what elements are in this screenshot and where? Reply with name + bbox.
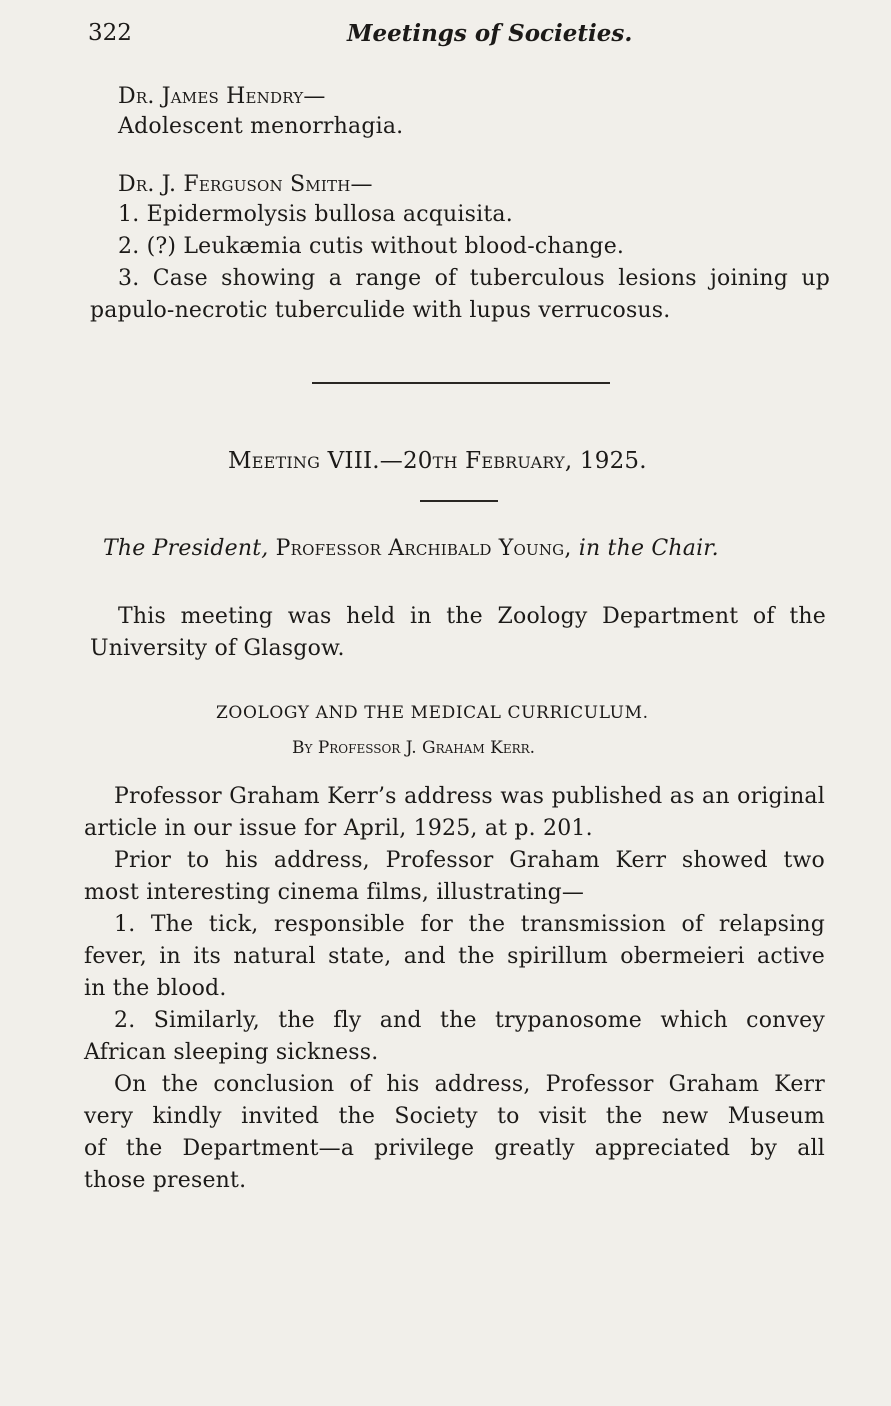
venue-line-1: This meeting was held in the Zoology Department of the: [118, 604, 826, 629]
article-line-4: most interesting cinema films, illustrating—: [84, 880, 585, 905]
page-number: 322: [88, 20, 132, 46]
article-line-11: very kindly invited the Society to visit the new Museum: [84, 1104, 825, 1129]
article-line-13: those present.: [84, 1168, 247, 1193]
chair-tail: in the Chair.: [578, 536, 719, 561]
chair-name: Professor Archibald Young,: [275, 536, 572, 561]
meeting-title: Meeting VIII.—20th February, 1925.: [228, 448, 647, 474]
article-line-7: in the blood.: [84, 976, 227, 1001]
smith-item-1: 1. Epidermolysis bullosa acquisita.: [118, 202, 513, 227]
smith-item-3-cont: papulo-necrotic tuberculide with lupus verrucosus.: [90, 298, 671, 323]
article-line-6: fever, in its natural state, and the spirillum obermeieri active: [84, 944, 825, 969]
hendry-name: Dr. James Hendry—: [118, 84, 326, 109]
running-title: Meetings of Societies.: [347, 20, 633, 47]
section-divider: [312, 382, 610, 384]
article-line-9: African sleeping sickness.: [84, 1040, 379, 1065]
article-line-8: 2. Similarly, the fly and the trypanosome which convey: [114, 1008, 825, 1033]
article-line-1: Professor Graham Kerr’s address was published as an original: [114, 784, 825, 809]
smith-item-3: 3. Case showing a range of tuberculous lesions joining up: [118, 266, 830, 291]
meeting-divider: [420, 500, 498, 502]
chair-line: [103, 536, 719, 561]
article-line-3: Prior to his address, Professor Graham Kerr showed two: [114, 848, 825, 873]
article-line-5: 1. The tick, responsible for the transmission of relapsing: [114, 912, 825, 937]
article-line-2: article in our issue for April, 1925, at p. 201.: [84, 816, 593, 841]
smith-item-2: 2. (?) Leukæmia cutis without blood-change.: [118, 234, 625, 259]
article-line-12: of the Department—a privilege greatly appreciated by all: [84, 1136, 825, 1161]
smith-name: Dr. J. Ferguson Smith—: [118, 172, 373, 197]
article-line-10: On the conclusion of his address, Professor Graham Kerr: [114, 1072, 825, 1097]
venue-line-2: University of Glasgow.: [90, 636, 345, 661]
chair-president: The President,: [103, 536, 269, 561]
hendry-item: Adolescent menorrhagia.: [118, 114, 404, 139]
article-title: ZOOLOGY AND THE MEDICAL CURRICULUM.: [216, 703, 649, 723]
article-byline: By Professor J. Graham Kerr.: [292, 738, 536, 758]
